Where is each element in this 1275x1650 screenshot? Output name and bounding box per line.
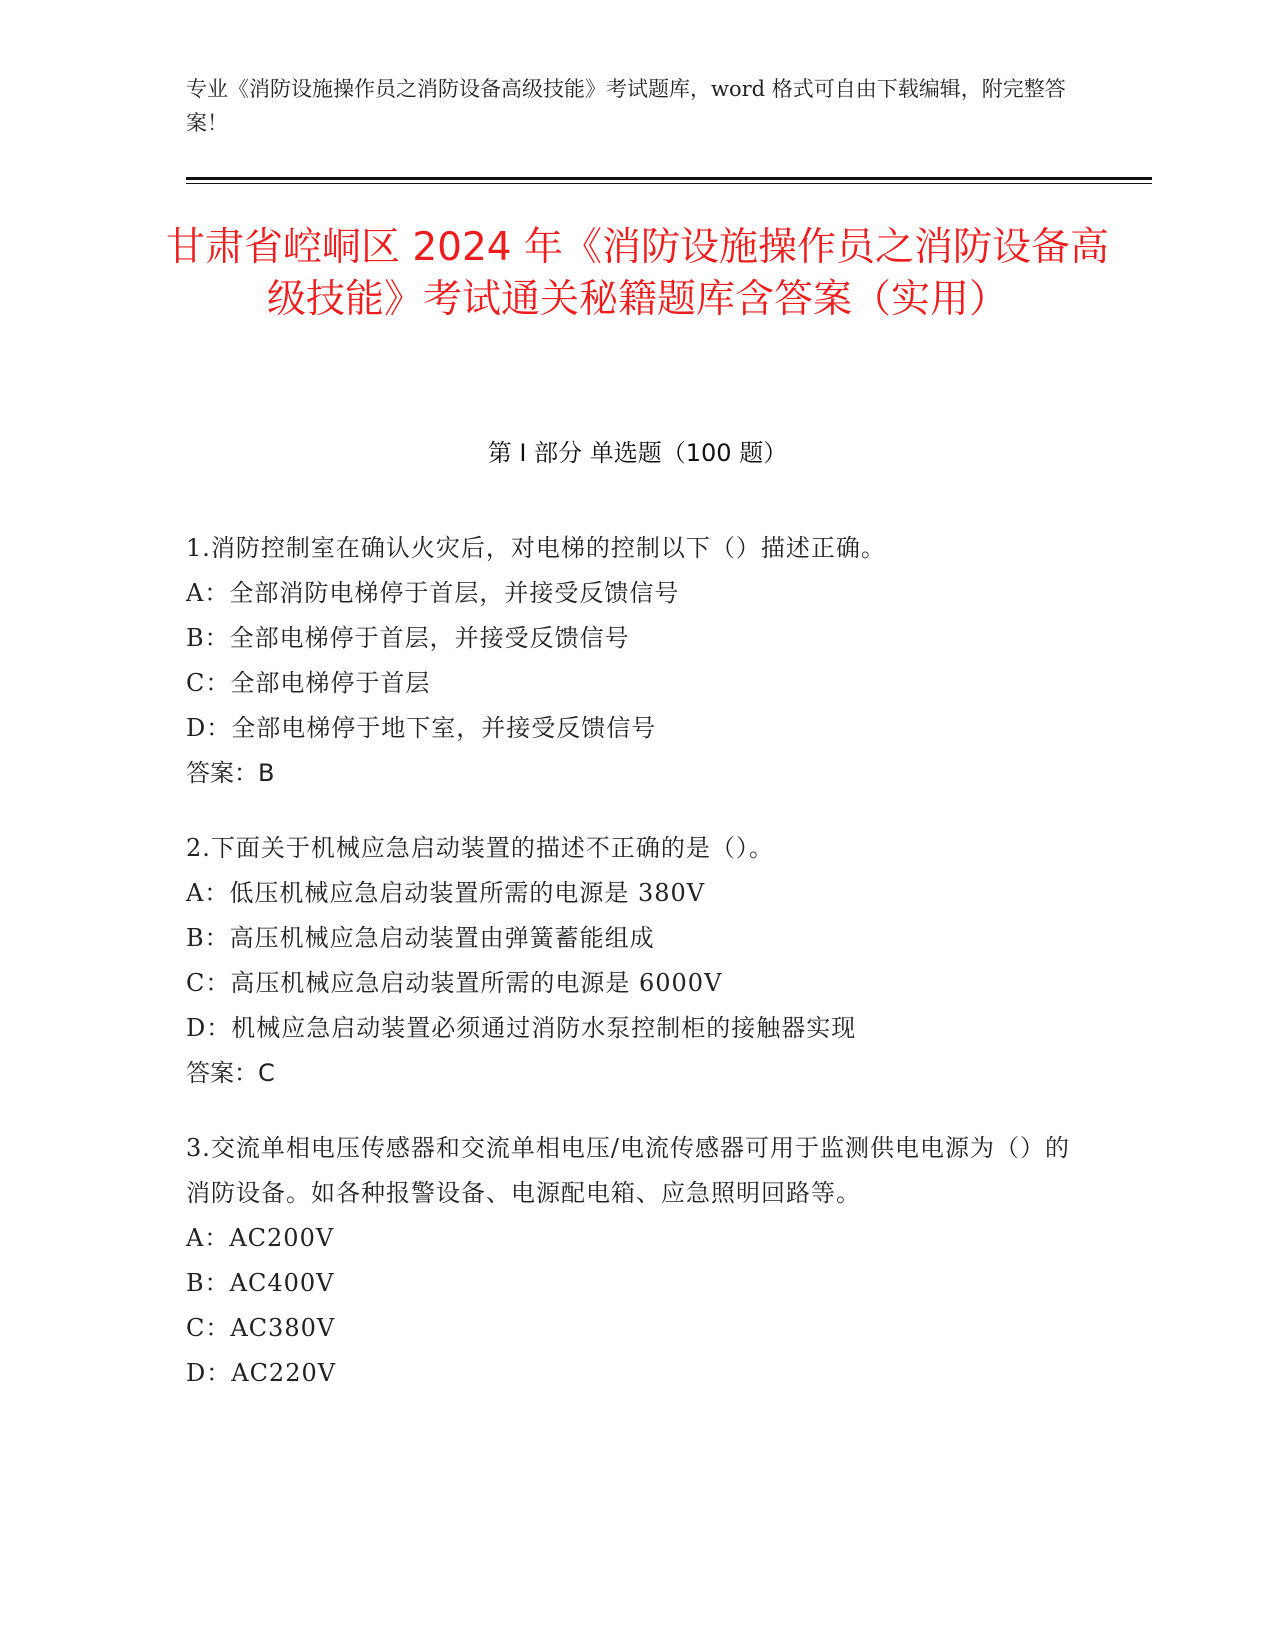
option-b: B：高压机械应急启动装置由弹簧蓄能组成 <box>186 924 655 952</box>
answer-line: 答案：C <box>186 1059 275 1087</box>
question-stem: 3.交流单相电压传感器和交流单相电压/电流传感器可用于监测供电电源为（）的消防设备。如各种报警设备、电源配电箱、应急照明回路等。 <box>186 1134 1070 1207</box>
option-c: C：高压机械应急启动装置所需的电源是 6000V <box>186 969 723 997</box>
option-b: B：AC400V <box>186 1269 335 1297</box>
option-d: D：全部电梯停于地下室，并接受反馈信号 <box>186 714 657 742</box>
question-3 <box>186 1126 1086 1396</box>
question-2 <box>186 826 1086 1096</box>
header-divider-thick <box>186 177 1152 180</box>
answer-line: 答案：B <box>186 759 275 787</box>
option-a: A：AC200V <box>186 1224 335 1252</box>
option-d: D：机械应急启动装置必须通过消防水泵控制柜的接触器实现 <box>186 1014 857 1042</box>
question-list <box>186 526 1086 1426</box>
question-1 <box>186 526 1086 796</box>
option-a: A：低压机械应急启动装置所需的电源是 380V <box>186 879 706 907</box>
option-c: C：AC380V <box>186 1314 336 1342</box>
question-stem: 2.下面关于机械应急启动装置的描述不正确的是（）。 <box>186 834 774 862</box>
header-divider-thin <box>186 183 1152 184</box>
section-title: 第 I 部分 单选题（100 题） <box>487 439 788 467</box>
document-title: 甘肃省崆峒区 2024 年《消防设施操作员之消防设备高级技能》考试通关秘籍题库含答案（实用） <box>165 225 1110 322</box>
option-a: A：全部消防电梯停于首层，并接受反馈信号 <box>186 579 680 607</box>
question-stem: 1.消防控制室在确认火灾后，对电梯的控制以下（）描述正确。 <box>186 534 886 562</box>
header-note: 专业《消防设施操作员之消防设备高级技能》考试题库，word 格式可自由下载编辑，附完整答案！ <box>186 77 1066 135</box>
option-c: C：全部电梯停于首层 <box>186 669 431 697</box>
option-d: D：AC220V <box>186 1359 337 1387</box>
option-b: B：全部电梯停于首层，并接受反馈信号 <box>186 624 630 652</box>
